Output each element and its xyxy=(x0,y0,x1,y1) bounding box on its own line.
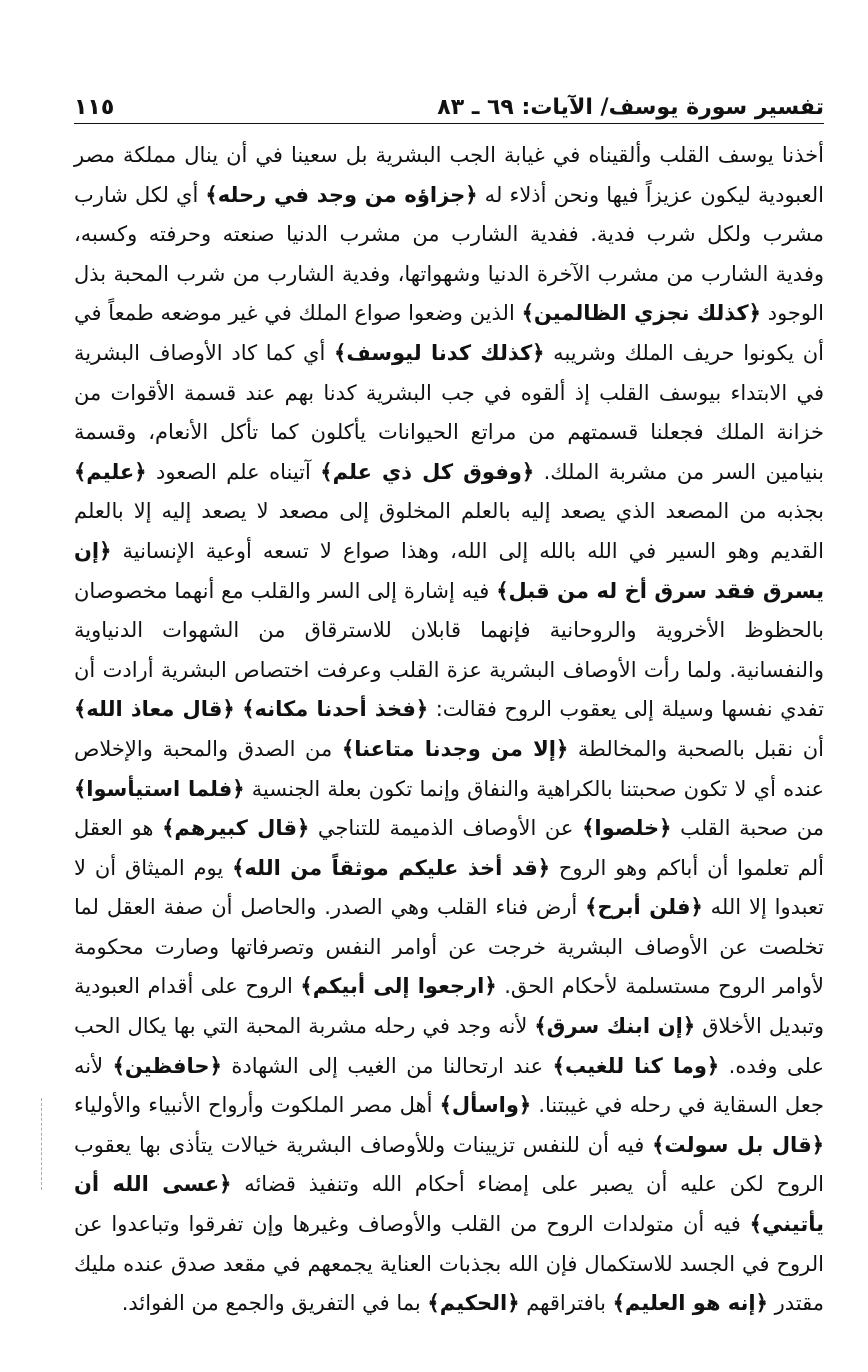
commentary-text: لأنه جعل السقاية في رحله في غيبتنا. xyxy=(74,1053,824,1118)
commentary-text: هو العقل ألم تعلموا أن أباكم وهو الروح xyxy=(74,816,824,880)
quran-quote: ﴿عليم﴾ xyxy=(74,459,147,484)
commentary-text: من صحبة القلب xyxy=(671,816,825,841)
quran-quote: ﴿إنه هو العليم﴾ xyxy=(612,1291,768,1316)
quran-quote: ﴿وفوق كل ذي علم﴾ xyxy=(320,459,535,484)
quran-quote: ﴿وما كنا للغيب﴾ xyxy=(552,1053,720,1078)
quran-quote: ﴿إلا من وجدنا متاعنا﴾ xyxy=(341,736,569,761)
quran-quote: ﴿عسى الله أن يأتيني﴾ xyxy=(74,1172,824,1237)
page-number: ١١٥ xyxy=(74,95,115,120)
quran-quote: ﴿خلصوا﴾ xyxy=(582,816,672,841)
header-title: تفسير سورة يوسف/ الآيات: ٦٩ ـ ٨٣ xyxy=(437,95,824,120)
commentary-text: عن الأوصاف الذميمة للتناجي xyxy=(309,816,583,841)
quran-quote: ﴿قال معاذ الله﴾ xyxy=(74,697,235,722)
commentary-text: بجذبه من المصعد الذي يصعد إليه بالعلم المخلوق إلى مصعد لا يصعد إليه إلا بالعلم القديم وهو السير في الله بالله إلى الله، وهذا صواع لا تسعه أوعية الإنسانية xyxy=(74,499,824,563)
quran-quote: ﴿فخذ أحدنا مكانه﴾ xyxy=(242,697,429,722)
quran-quote: ﴿إن ابنك سرق﴾ xyxy=(534,1014,696,1039)
commentary-text: الذين وضعوا صواع الملك في غير موضعه طمعاً في أن يكونوا حريف الملك وشريبه xyxy=(74,301,824,365)
commentary-text: عند ارتحالنا من الغيب إلى الشهادة xyxy=(221,1053,553,1078)
commentary-paragraph xyxy=(74,136,824,1324)
quran-quote: ﴿قال بل سولت﴾ xyxy=(652,1132,824,1157)
commentary-text: من الصدق والمحبة والإخلاص عنده أي لا تكون صحبتنا بالكراهية والنفاق وإنما تكون بعلة الجنسية xyxy=(74,736,824,801)
header-rule xyxy=(74,123,824,124)
margin-mark xyxy=(41,1098,42,1190)
commentary-text: أي كما كاد الأوصاف البشرية في الابتداء بيوسف القلب إذ ألقوه في جب البشرية كدنا بهم عند قسمة الأقوات من خزانة الملك فجعلنا قسمتهم من مراتع الحيوانات يأكلون كما تأكل الأنعام، وقسمة بنيامين السر من مشربة الملك. xyxy=(74,340,824,484)
commentary-text: الروح على أقدام العبودية وتبديل الأخلاق xyxy=(74,974,824,1039)
commentary-text: بما في التفريق والجمع من الفوائد. xyxy=(121,1291,428,1316)
commentary-text: فيه أن متولدات الروح من القلب والأوصاف وغيرها وإن تفرقوا وتباعدوا عن الروح في الجسد للاستكمال فإن الله بجذبات العناية يجمعهم في مقعد صدق عنده مليك مقتدر xyxy=(74,1212,824,1316)
quran-quote: ﴿ارجعوا إلى أبيكم﴾ xyxy=(300,974,497,999)
commentary-text: بافتراقهم xyxy=(519,1291,613,1316)
commentary-text: أرض فناء القلب وهي الصدر. والحاصل أن صفة العقل لما تخلصت عن الأوصاف البشرية خرجت عن أوامر النفس وتصرفاتها وصارت محكومة لأوامر الروح مستسلمة لأحكام الحق. xyxy=(74,895,824,999)
commentary-text: فيه أن للنفس تزيينات وللأوصاف البشرية خيالات يتأذى بها يعقوب الروح لكن عليه أن يصبر على إمضاء أحكام الله وتنفيذ قضائه xyxy=(74,1132,825,1197)
quran-quote: ﴿جزاؤه من وجد في رحله﴾ xyxy=(205,182,478,207)
quran-quote: ﴿الحكيم﴾ xyxy=(427,1291,520,1316)
commentary-text: أهل مصر الملكوت وأرواح الأنبياء والأولياء xyxy=(74,1093,440,1118)
commentary-text: أن نقبل بالصحبة والمخالطة xyxy=(568,736,824,761)
quran-quote: ﴿فلن أبرح﴾ xyxy=(585,895,703,920)
quran-quote: ﴿كذلك كدنا ليوسف﴾ xyxy=(334,340,545,365)
commentary-text: فيه إشارة إلى السر والقلب مع أنهما مخصوصان بالحظوظ الأخروية والروحانية فإنهما قابلان للاسترقاق من الشهوات الدنياوية والنفسانية. ولما رأت الأوصاف البشرية عزة القلب وعرفت اختصاص البشرية أرادت أن تفدي نفسها وسيلة إلى يعقوب الروح فقالت: xyxy=(74,578,825,722)
quran-quote: ﴿قد أخذ عليكم موثقاً من الله﴾ xyxy=(232,855,551,880)
quran-quote: ﴿فلما استيأسوا﴾ xyxy=(74,776,245,801)
commentary-text: أي لكل شارب مشرب ولكل شرب فدية. ففدية الشارب من مشرب الدنيا صنعته وحرفته وكسبه، وفدية الشارب من مشرب الآخرة الدنيا وشهواتها، وفدية الشارب من شرب المحبة بذل الوجود xyxy=(74,182,824,326)
quran-quote: ﴿كذلك نجزي الظالمين﴾ xyxy=(521,301,761,326)
quran-quote: ﴿إن يسرق فقد سرق أخ له من قبل﴾ xyxy=(74,538,824,603)
commentary-text: أخذنا يوسف القلب وألقيناه في غيابة الجب البشرية بل سعينا في أن ينال مملكة مصر العبودية ليكون عزيزاً فيها ونحن أذلاء له xyxy=(74,143,824,207)
quran-quote: ﴿واسأل﴾ xyxy=(439,1093,532,1118)
quran-quote: ﴿قال كبيرهم﴾ xyxy=(162,816,310,841)
commentary-text: يوم الميثاق أن لا تعبدوا إلا الله xyxy=(74,855,824,920)
running-header xyxy=(74,86,824,120)
quran-quote: ﴿حافظين﴾ xyxy=(112,1053,222,1078)
commentary-text: آتيناه علم الصعود xyxy=(146,459,321,484)
commentary-text: لأنه وجد في رحله مشربة المحبة التي بها يكال الحب على وفده. xyxy=(74,1014,825,1078)
